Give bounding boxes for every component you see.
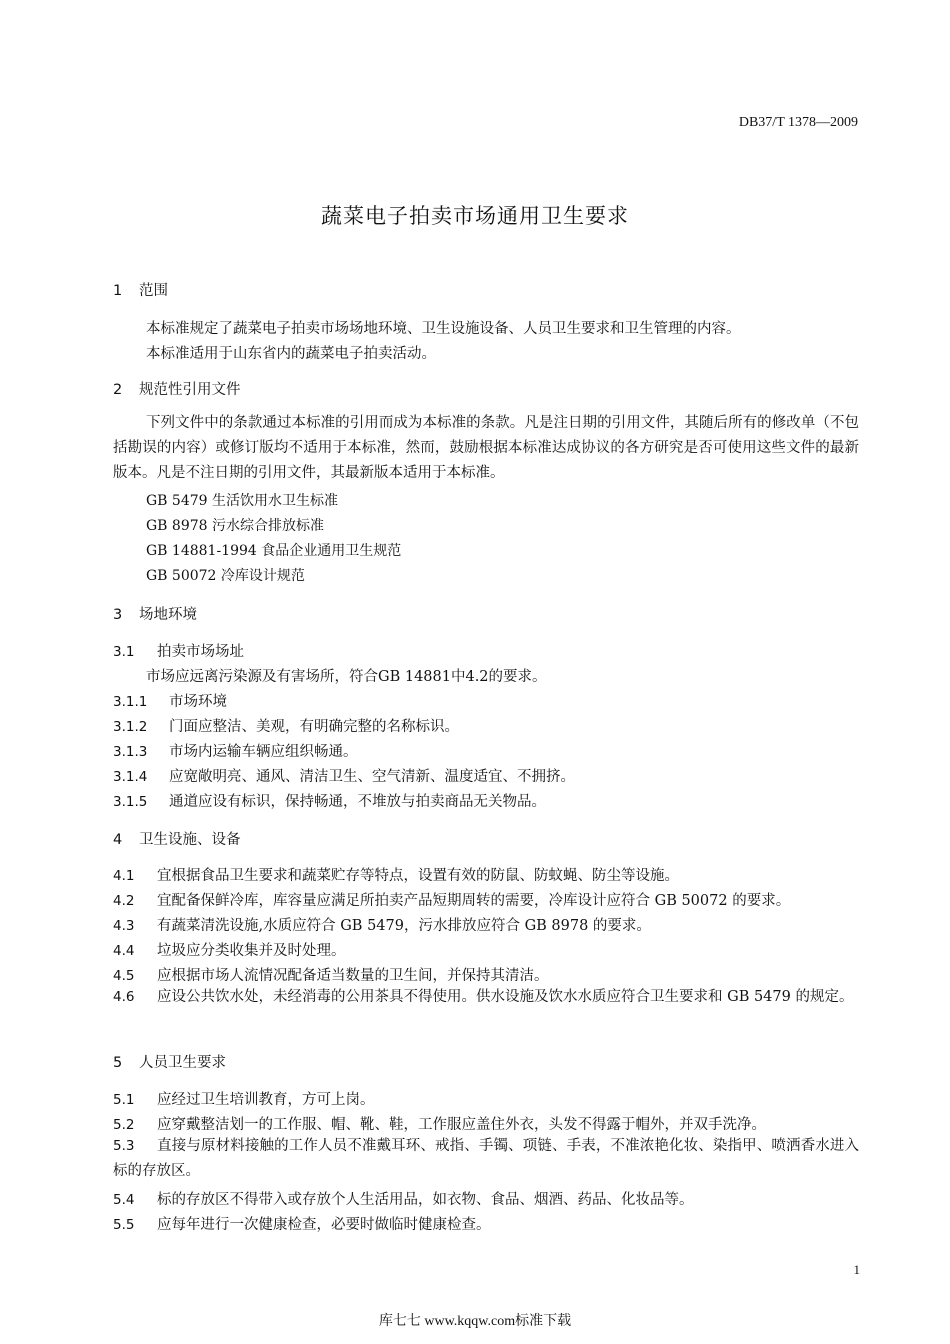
clause-5-1: 5.1 应经过卫生培训教育，方可上岗。 [113,1092,375,1108]
reference-item: GB 5479 生活饮用水卫生标准 [146,493,339,509]
document-code: DB37/T 1378—2009 [738,115,858,130]
reference-item: GB 14881-1994 食品企业通用卫生规范 [146,543,402,559]
clause-3-1-5: 3.1.5 通道应设有标识，保持畅通，不堆放与拍卖商品无关物品。 [113,794,546,810]
section-4-heading: 4 卫生设施、设备 [113,832,241,848]
section-5-heading: 5 人员卫生要求 [113,1055,226,1071]
clause-4-1: 4.1 宜根据食品卫生要求和蔬菜贮存等特点，设置有效的防鼠、防蚊蝇、防尘等设施。 [113,868,679,884]
section-1-paragraph-1: 本标准规定了蔬菜电子拍卖市场场地环境、卫生设施设备、人员卫生要求和卫生管理的内容。 [146,321,741,337]
section-1-paragraph-2: 本标准适用于山东省内的蔬菜电子拍卖活动。 [146,346,436,362]
clause-5-4: 5.4 标的存放区不得带入或存放个人生活用品，如衣物、食品、烟酒、药品、化妆品等。 [113,1192,694,1208]
page-title: 蔬菜电子拍卖市场通用卫生要求 [321,204,629,228]
section-2-heading: 2 规范性引用文件 [113,382,241,398]
clause-3-1-3: 3.1.3 市场内运输车辆应组织畅通。 [113,744,358,760]
clause-3-1-2: 3.1.2 门面应整洁、美观，有明确完整的名称标识。 [113,719,459,735]
section-2-paragraph: 下列文件中的条款通过本标准的引用而成为本标准的条款。凡是注日期的引用文件，其随后所有的修改单（不包括勘误的内容）或修订版均不适用于本标准，然而，鼓励根据本标准达成协议的各方研究是否可使用这些文件的最新版本。凡是不注日期的引用文件，其最新版本适用于本标准。 [113,415,859,481]
reference-item: GB 8978 污水综合排放标准 [146,518,325,534]
page-number: 1 [853,1262,860,1277]
reference-item: GB 50072 冷库设计规范 [146,568,305,584]
clause-4-2: 4.2 宜配备保鲜冷库，库容量应满足所拍卖产品短期周转的需要，冷库设计应符合 GB 50072 的要求。 [113,893,791,909]
clause-4-3: 4.3 有蔬菜清洗设施,水质应符合 GB 5479，污水排放应符合 GB 8978 的要求。 [113,918,651,934]
clause-4-4: 4.4 垃圾应分类收集并及时处理。 [113,943,346,959]
clause-4-6: 4.6 应设公共饮水处，未经消毒的公用茶具不得使用。供水设施及饮水水质应符合卫生要求和 GB 5479 的规定。 [113,989,854,1005]
clause-3-1-4: 3.1.4 应宽敞明亮、通风、清洁卫生、空气清新、温度适宜、不拥挤。 [113,769,575,785]
clause-5-2: 5.2 应穿戴整洁划一的工作服、帽、靴、鞋，工作服应盖住外衣，头发不得露于帽外，并双手洗净。 [113,1117,766,1133]
clause-4-5: 4.5 应根据市场人流情况配备适当数量的卫生间，并保持其清洁。 [113,968,549,984]
clause-3-1-heading: 3.1 拍卖市场场址 [113,644,244,660]
section-3-heading: 3 场地环境 [113,607,197,623]
clause-5-5: 5.5 应每年进行一次健康检查，必要时做临时健康检查。 [113,1217,491,1233]
footer-watermark: 库七七 www.kqqw.com标准下载 [378,1314,572,1329]
clause-3-1-text: 市场应远离污染源及有害场所，符合GB 14881中4.2的要求。 [146,669,547,685]
clause-3-1-1: 3.1.1 市场环境 [113,694,227,710]
section-1-heading: 1 范围 [113,283,168,299]
clause-5-3: 5.3 直接与原材料接触的工作人员不准戴耳环、戒指、手镯、项链、手表，不准浓艳化妆、染指甲、喷洒香水进入标的存放区。 [113,1138,859,1179]
